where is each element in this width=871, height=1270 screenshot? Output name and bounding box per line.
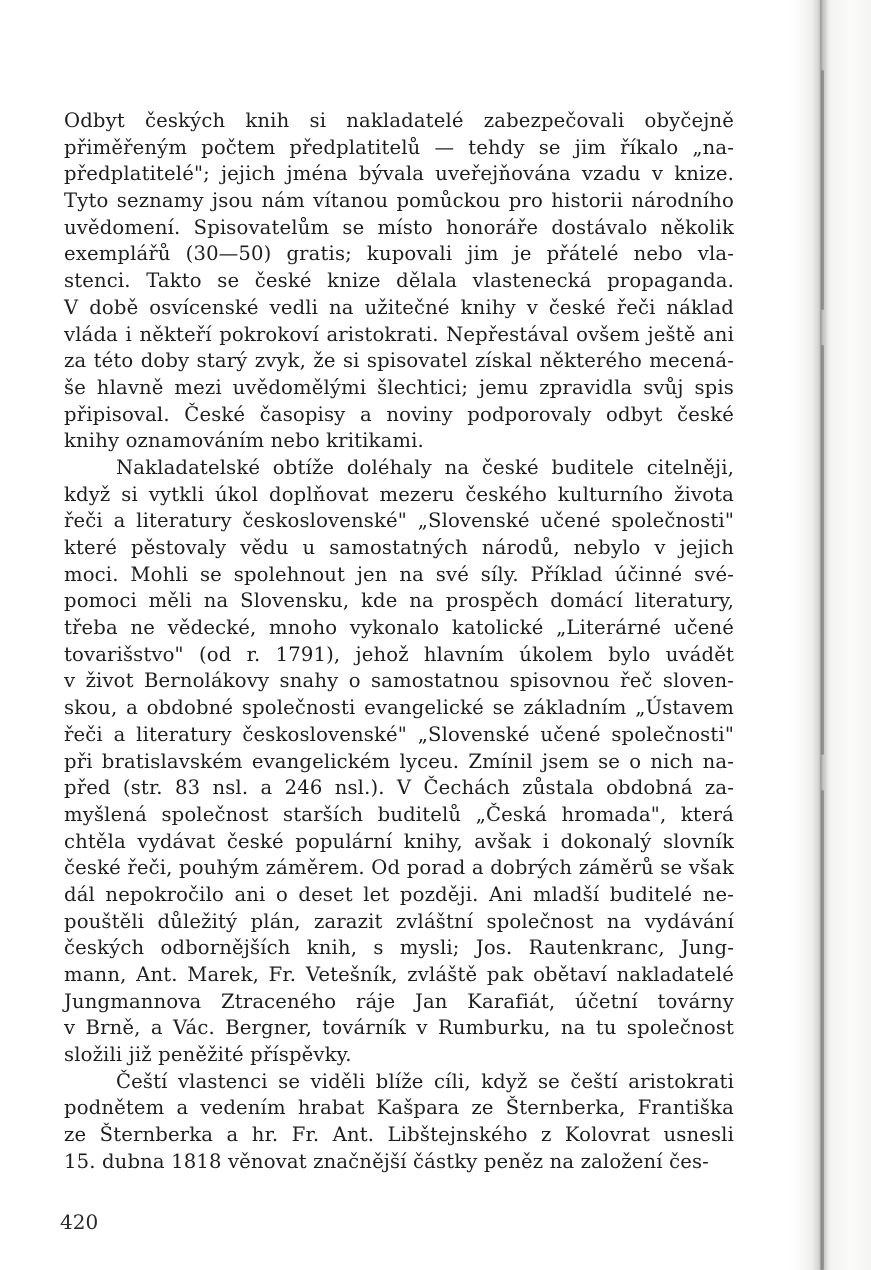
binding-gutter-shadow: [812, 0, 828, 1270]
text-line: tovarišstvo" (od r. 1791), jehož hlavním úkolem bylo uvádět: [64, 642, 734, 666]
text-line: které pěstovaly vědu u samostatných národů, nebylo v jejich: [64, 536, 734, 559]
text-line: složili již peněžité příspěvky.: [64, 1043, 352, 1067]
text-line: Tyto seznamy jsou nám vítanou pomůckou pro historii národního: [64, 189, 734, 213]
text-line: české řeči, pouhým záměrem. Od porad a dobrých záměrů se však: [64, 856, 734, 880]
binding-thread-lower: [821, 790, 824, 1270]
text-line: za této doby starý zvyk, že si spisovatel získal některého mecená-: [64, 349, 734, 373]
text-line: předplatitelé"; jejich jména bývala uveřejňována vzadu v knize.: [64, 162, 734, 186]
text-line: přiměřeným počtem předplatitelů — tehdy se jim říkalo „na-: [64, 135, 734, 159]
binding-thread-upper: [821, 70, 824, 310]
text-line: v Brně, a Vác. Bergner, továrník v Rumburku, na tu společnost: [64, 1016, 734, 1040]
text-line: třeba ne vědecké, mnoho vykonalo katolické „Literárné učené: [64, 616, 734, 640]
text-line: dál nepokročilo ani o deset let později. Ani mladší buditelé ne-: [64, 882, 734, 906]
text-line: še hlavně mezi uvědomělými šlechtici; jemu zpravidla svůj spis: [64, 375, 734, 399]
text-line: moci. Mohli se spolehnout jen na své síly. Příklad účinné své-: [64, 562, 734, 586]
text-line: Nakladatelské obtíže doléhaly na české buditele citelněji,: [116, 455, 734, 479]
text-line: Jungmannova Ztraceného ráje Jan Karafiát, účetní továrny: [64, 989, 734, 1013]
body-text: [64, 108, 734, 1176]
binding-thread-middle: [821, 345, 824, 755]
text-line: Odbyt českých knih si nakladatelé zabezpečovali obyčejně: [64, 109, 734, 132]
text-line: 15. dubna 1818 věnovat značnější částky peněz na založení čes-: [64, 1149, 709, 1173]
paragraph: [64, 108, 734, 455]
text-line: pomoci měli na Slovensku, kde na prospěch domácí literatury,: [64, 589, 734, 613]
text-line: exemplářů (30—50) gratis; kupovali jim je přátelé nebo vla-: [64, 242, 734, 266]
text-line: před (str. 83 nsl. a 246 nsl.). V Čechách zůstala obdobná za-: [64, 776, 734, 800]
text-line: vláda i někteří pokrokoví aristokrati. Nepřestával ovšem ještě ani: [64, 322, 734, 346]
text-line: řeči a literatury československé" „Slovenské učené společnosti": [64, 722, 734, 746]
text-line: ze Šternberka a hr. Fr. Ant. Libštejnského z Kolovrat usnesli: [64, 1123, 734, 1147]
text-line: když si vytkli úkol doplňovat mezeru českého kulturního života: [64, 482, 734, 506]
text-line: stenci. Takto se české knize dělala vlastenecká propaganda.: [64, 269, 734, 293]
text-line: připisoval. České časopisy a noviny podporovaly odbyt české: [64, 402, 734, 426]
text-line: při bratislavském evangelickém lyceu. Zmínil jsem se o nich na-: [64, 749, 734, 773]
paragraph: [64, 1069, 734, 1176]
text-line: knihy oznamováním nebo kritikami.: [64, 429, 424, 453]
text-line: uvědomení. Spisovatelům se místo honoráře dostávalo několik: [64, 215, 734, 239]
text-line: chtěla vydávat české populární knihy, avšak i dokonalý slovník: [64, 829, 734, 853]
page-number: 420: [60, 1210, 99, 1234]
text-line: V době osvícenské vedli na užitečné knihy v české řeči náklad: [64, 295, 734, 319]
text-line: českých odbornějších knih, s mysli; Jos. Rautenkranc, Jung-: [64, 936, 734, 960]
text-line: v život Bernolákovy snahy o samostatnou spisovnou řeč sloven-: [64, 669, 734, 693]
text-line: skou, a obdobné společnosti evangelické se základním „Ústavem: [64, 696, 734, 720]
text-line: mann, Ant. Marek, Fr. Vetešník, zvláště pak obětaví nakladatelé: [64, 963, 734, 986]
text-line: myšlená společnost starších buditelů „Česká hromada", která: [64, 802, 734, 826]
text-line: řeči a literatury československé" „Slovenské učené společnosti": [64, 509, 734, 533]
text-line: podnětem a vedením hrabat Kašpara ze Šternberka, Františka: [64, 1096, 734, 1120]
text-line: pouštěli důležitý plán, zarazit zvláštní společnost na vydávání: [64, 909, 734, 933]
text-line: Čeští vlastenci se viděli blíže cíli, když se čeští aristokrati: [116, 1069, 734, 1093]
paragraph: [64, 455, 734, 1069]
